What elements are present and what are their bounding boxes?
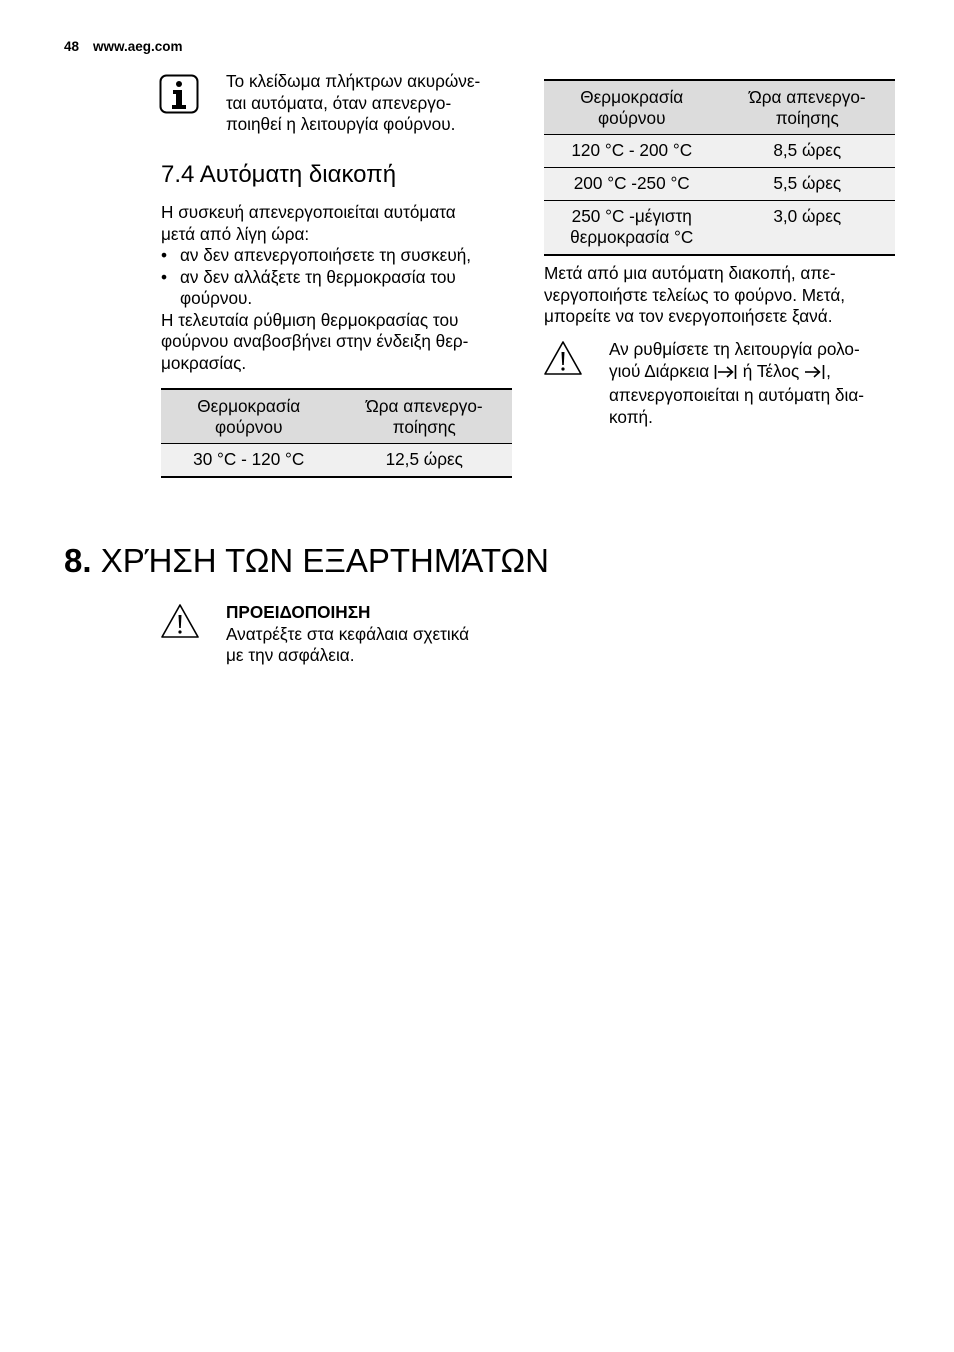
table-row bbox=[544, 135, 895, 168]
body-line: απενεργοποιείται η αυτόματη δια- bbox=[609, 385, 864, 405]
table-row bbox=[544, 168, 895, 201]
warning-icon bbox=[543, 340, 583, 376]
table-header-temperature: Θερμοκρασία φούρνου bbox=[544, 80, 720, 135]
table-cell: 250 °C -μέγιστη θερμοκρασία °C bbox=[544, 201, 720, 256]
table-header-temperature: Θερμοκρασία φούρνου bbox=[161, 389, 337, 444]
section-number: 7.4 bbox=[161, 161, 195, 188]
body-line: Η συσκευή απενεργοποιείται αυτόματα bbox=[161, 202, 456, 222]
body-line: Αν ρυθμίσετε τη λειτουργία ρολο- bbox=[609, 339, 860, 359]
body-line: γιού Διάρκεια ή Τέλος , bbox=[609, 361, 909, 386]
table-cell: 3,0 ώρες bbox=[720, 201, 896, 256]
warning-icon bbox=[160, 603, 200, 639]
table-row bbox=[544, 201, 895, 256]
after-table-text bbox=[544, 263, 904, 328]
table-cell: 12,5 ώρες bbox=[337, 444, 513, 478]
table-cell: 200 °C -250 °C bbox=[544, 168, 720, 201]
section-7-4-body bbox=[161, 202, 521, 374]
info-note-line: Το κλείδωμα πλήκτρων ακυρώνε- bbox=[226, 71, 481, 91]
shutoff-table-right bbox=[544, 79, 895, 256]
body-line: Ανατρέξτε στα κεφάλαια σχετικά bbox=[226, 623, 470, 644]
info-icon bbox=[159, 74, 199, 114]
table-cell: 120 °C - 200 °C bbox=[544, 135, 720, 168]
body-line: μοκρασίας. bbox=[161, 352, 247, 373]
section-title: ΧΡΉΣΗ ΤΩΝ ΕΞΑΡΤΗΜΆΤΩΝ bbox=[100, 542, 550, 579]
body-line: Η τελευταία ρύθμιση θερμοκρασίας του bbox=[161, 309, 459, 330]
duration-icon bbox=[714, 364, 738, 386]
body-line: Μετά από μια αυτόματη διακοπή, απε- bbox=[544, 263, 836, 283]
table-cell: 8,5 ώρες bbox=[720, 135, 896, 168]
body-line: με την ασφάλεια. bbox=[226, 645, 355, 665]
section-number: 8. bbox=[64, 542, 92, 579]
body-line: κοπή. bbox=[609, 406, 653, 427]
body-line: μπορείτε να τον ενεργοποιήσετε ξανά. bbox=[544, 306, 833, 326]
page-number: 48 bbox=[64, 39, 80, 54]
table-header-shutoff-time: Ώρα απενεργο- ποίησης bbox=[720, 80, 896, 135]
website-link[interactable]: www.aeg.com bbox=[93, 39, 183, 54]
bullet-item: • αν δεν απενεργοποιήσετε τη συσκευή, bbox=[161, 245, 521, 267]
body-line: νεργοποιήστε τελείως το φούρνο. Μετά, bbox=[544, 284, 846, 305]
table-cell: 5,5 ώρες bbox=[720, 168, 896, 201]
info-note-line: ποιηθεί η λειτουργία φούρνου. bbox=[226, 114, 456, 134]
info-note-text bbox=[226, 71, 516, 136]
warning-8-text bbox=[226, 602, 526, 667]
table-row bbox=[161, 444, 512, 478]
section-8-heading bbox=[64, 540, 549, 582]
page-header bbox=[64, 39, 183, 54]
section-title: Αυτόματη διακοπή bbox=[199, 161, 397, 188]
info-note-line: ται αυτόματα, όταν απενεργο- bbox=[226, 92, 452, 113]
table-cell: 30 °C - 120 °C bbox=[161, 444, 337, 478]
bullet-list bbox=[161, 245, 521, 310]
body-line: μετά από λίγη ώρα: bbox=[161, 223, 310, 244]
body-line: φούρνου αναβοσβήνει στην ένδειξη θερ- bbox=[161, 331, 469, 351]
table-header-shutoff-time: Ώρα απενεργο- ποίησης bbox=[337, 389, 513, 444]
end-icon bbox=[804, 364, 826, 386]
warning-title: ΠΡΟΕΙΔΟΠΟΙΗΣΗ bbox=[226, 602, 371, 622]
shutoff-table-left bbox=[161, 388, 512, 478]
bullet-item: • αν δεν αλλάξετε τη θερμοκρασία του φούρνου. bbox=[161, 267, 521, 310]
section-7-4-heading bbox=[161, 160, 396, 190]
warning-right-text bbox=[609, 339, 909, 428]
